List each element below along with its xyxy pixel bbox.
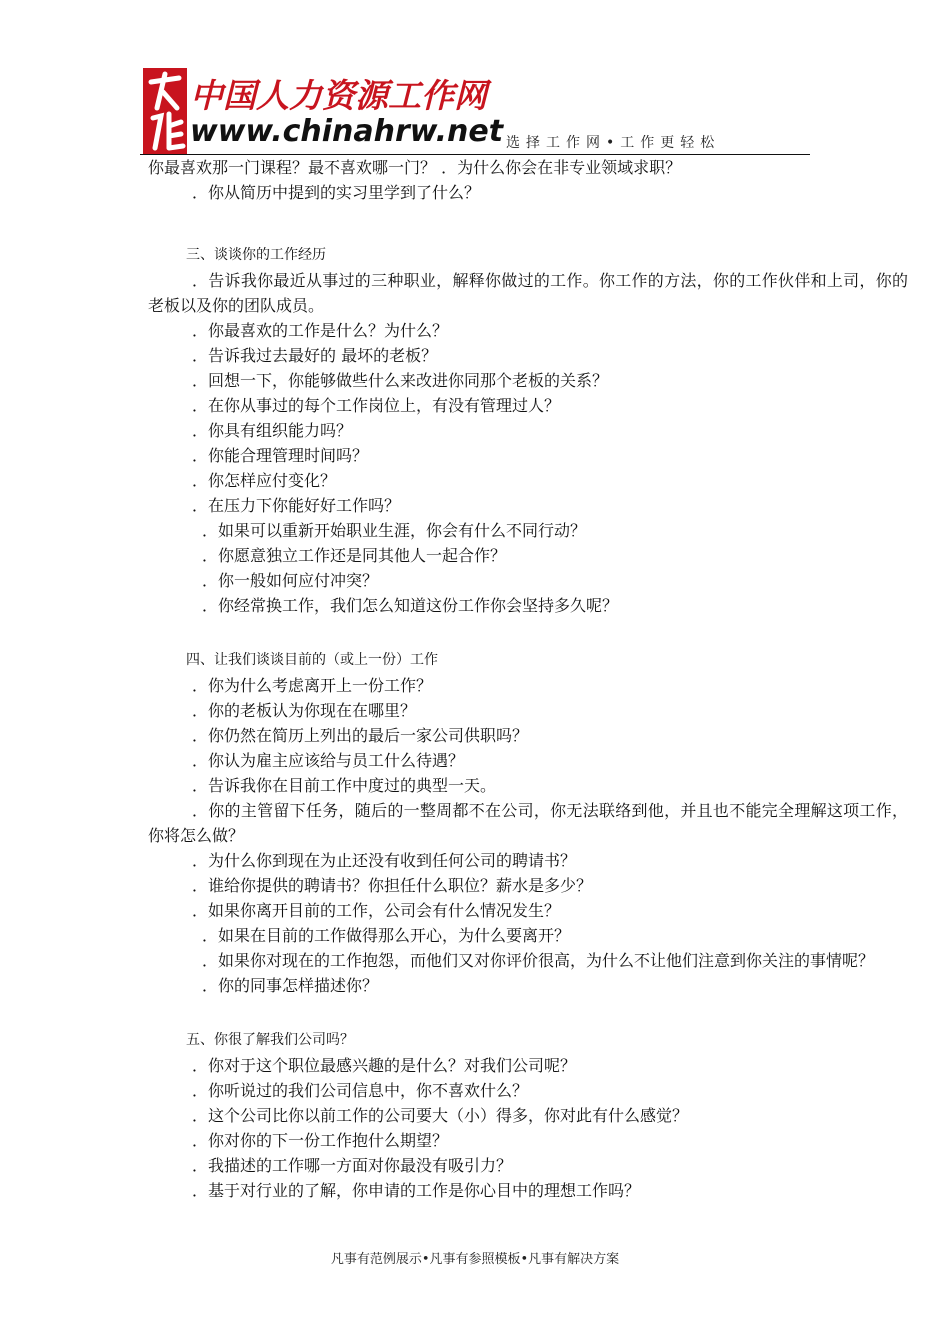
list-item: ．你的同事怎样描述你？ [202,976,379,995]
section-heading: 三、谈谈你的工作经历 [186,247,326,263]
list-item: ．这个公司比你以前工作的公司要大（小）得多，你对此有什么感觉？ [192,1106,689,1125]
list-item: ．基于对行业的了解，你申请的工作是你心目中的理想工作吗？ [192,1181,641,1200]
list-item: ．在压力下你能好好工作吗？ [192,496,401,515]
list-item: ．谁给你提供的聘请书？你担任什么职位？薪水是多少？ [192,876,593,895]
list-item: ．你能合理管理时间吗？ [192,446,369,465]
list-item: ．你愿意独立工作还是同其他人一起合作？ [202,546,507,565]
list-item: ．你怎样应付变化？ [192,471,337,490]
list-item: ．你听说过的我们公司信息中，你不喜欢什么？ [192,1081,529,1100]
section-heading: 四、让我们谈谈目前的（或上一份）工作 [186,652,438,668]
list-item: ．如果你离开目前的工作，公司会有什么情况发生？ [192,901,561,920]
logo-mark-icon [143,68,187,154]
site-header [140,62,810,158]
list-item: ．如果在目前的工作做得那么开心，为什么要离开？ [202,926,571,945]
paragraph: ．你的主管留下任务，随后的一整周都不在公司，你无法联络到他，并且也不能完全理解这项工作，你将怎么做？ [148,801,908,845]
paragraph: ．如果你对现在的工作抱怨，而他们又对你评价很高，为什么不让他们注意到你关注的事情呢？ [202,951,875,970]
list-item: ．你最喜欢的工作是什么？为什么？ [192,321,449,340]
list-item: ．告诉我你在目前工作中度过的典型一天。 [192,776,497,795]
list-item: ．如果可以重新开始职业生涯，你会有什么不同行动？ [202,521,587,540]
list-item: ．你一般如何应付冲突？ [202,571,379,590]
logo-chinese-name: 中国人力资源工作网 [190,76,487,115]
section-heading: 五、你很了解我们公司吗？ [186,1032,354,1048]
document-body [148,155,908,1203]
list-item: ．在你从事过的每个工作岗位上，有没有管理过人？ [192,396,561,415]
list-item: ．你仍然在简历上列出的最后一家公司供职吗？ [192,726,529,745]
logo-url[interactable]: www.chinahrw.net [190,114,504,149]
header-slogan: 选择工作网•工作更轻松 [506,135,721,151]
list-item: ．你的老板认为你现在在哪里？ [192,701,417,720]
list-item: ．为什么你到现在为止还没有收到任何公司的聘请书？ [192,851,577,870]
list-item: ．回想一下，你能够做些什么来改进你同那个老板的关系？ [192,371,609,390]
paragraph: ．告诉我你最近从事过的三种职业，解释你做过的工作。你工作的方法，你的工作伙伴和上司，你的老板以及你的团队成员。 [148,271,908,315]
list-item: ．你为什么考虑离开上一份工作？ [192,676,433,695]
list-item: ．你对于这个职位最感兴趣的是什么？对我们公司呢？ [192,1056,577,1075]
intro-line: ．你从简历中提到的实习里学到了什么？ [192,183,481,202]
list-item: ．告诉我过去最好的 最坏的老板？ [192,346,438,365]
list-item: ．你具有组织能力吗？ [192,421,353,440]
list-item: ．你对你的下一份工作抱什么期望？ [192,1131,449,1150]
list-item: ．你认为雇主应该给与员工什么待遇？ [192,751,465,770]
intro-line: 你最喜欢那一门课程？最不喜欢哪一门？ ．为什么你会在非专业领域求职？ [148,158,682,177]
page-footer: 凡事有范例展示•凡事有参照模板•凡事有解决方案 [330,1252,620,1267]
list-item: ．我描述的工作哪一方面对你最没有吸引力？ [192,1156,513,1175]
list-item: ．你经常换工作，我们怎么知道这份工作你会坚持多久呢？ [202,596,619,615]
